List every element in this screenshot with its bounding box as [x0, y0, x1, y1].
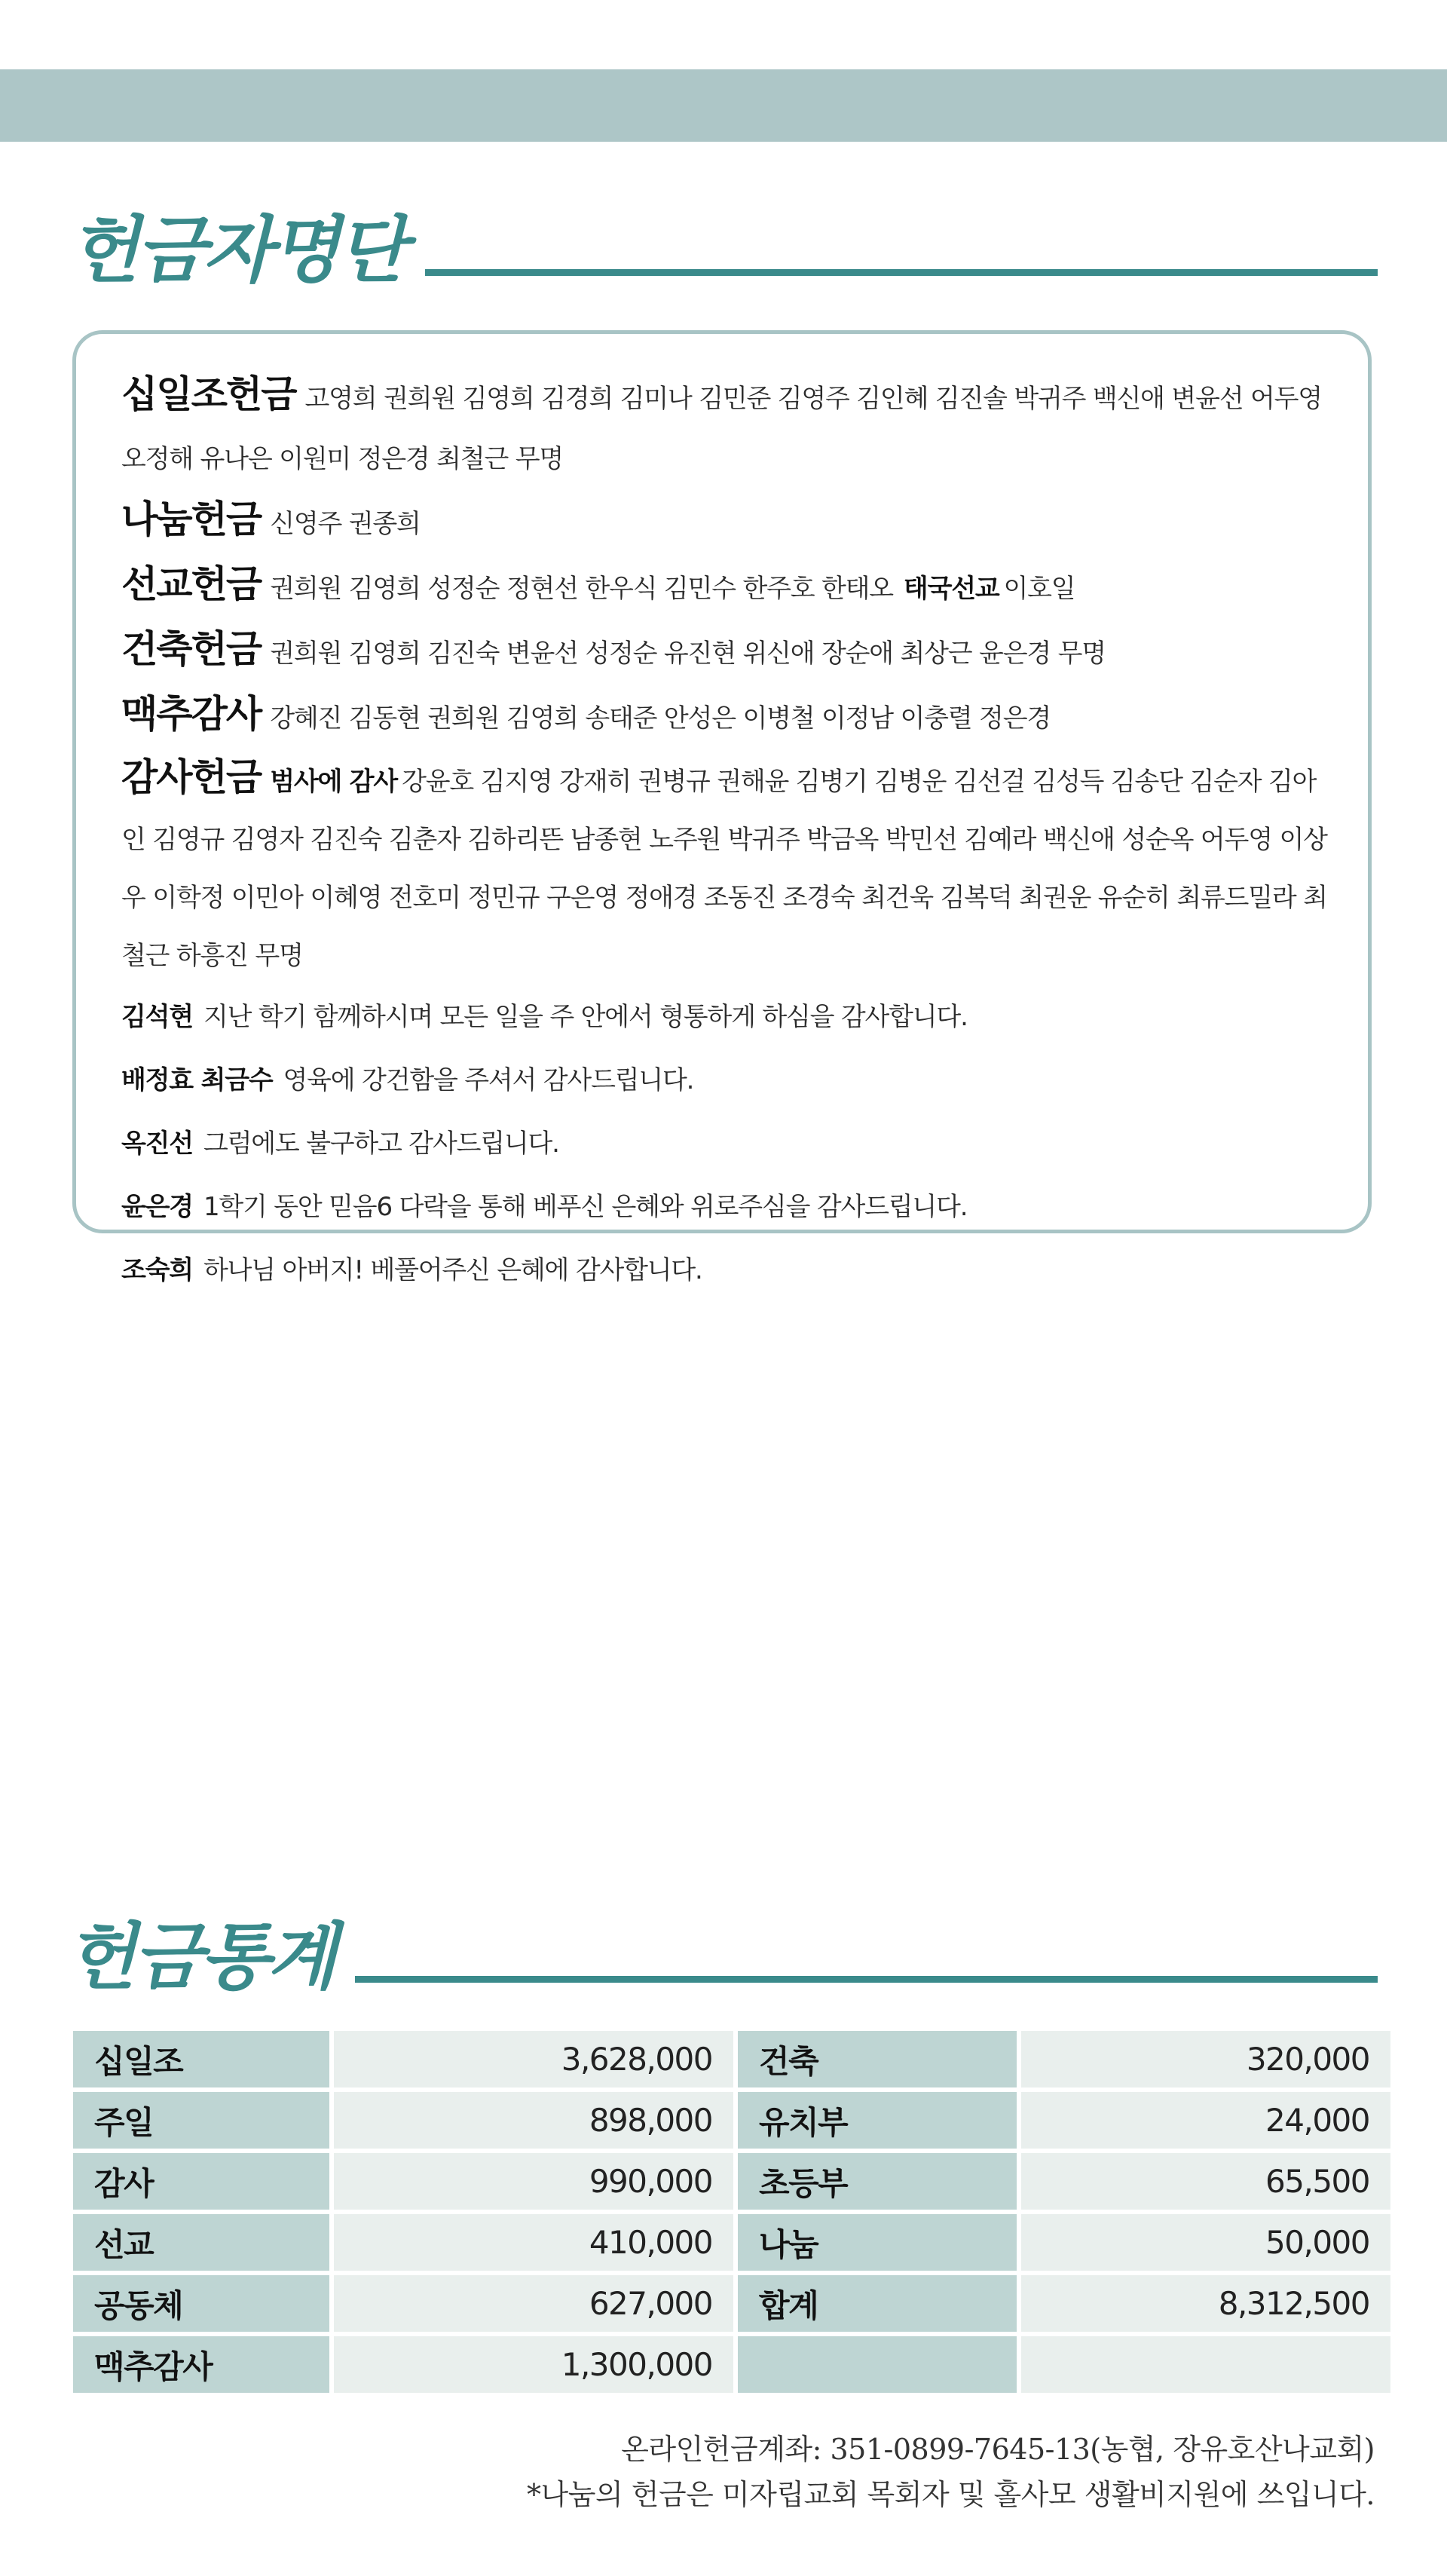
category-names: 권희원 김영희 성정순 정현선 한우식 김민수 한주호 한태오 — [270, 574, 893, 604]
category-sub-label: 범사에 감사 — [270, 767, 398, 797]
thanks-message — [121, 985, 1333, 1049]
table-row — [73, 2214, 1390, 2271]
donor-section-title: 헌금자명단 — [69, 208, 404, 293]
stat-value: 410,000 — [334, 2214, 733, 2271]
stat-value: 990,000 — [334, 2153, 733, 2210]
table-row — [73, 2275, 1390, 2332]
donor-list-box — [72, 330, 1372, 1285]
message-name: 윤은경 — [121, 1192, 193, 1222]
category-names: 강혜진 김동현 권희원 김영희 송태준 안성은 이병철 이정남 이충렬 정은경 — [270, 703, 1051, 734]
category-label: 십일조헌금 — [121, 372, 296, 416]
top-header-band — [0, 69, 1447, 142]
table-row — [73, 2092, 1390, 2149]
category-label: 감사헌금 — [121, 755, 262, 799]
table-row — [73, 2336, 1390, 2393]
stat-value: 50,000 — [1021, 2214, 1390, 2271]
category-mission — [121, 554, 1333, 619]
category-sharing — [121, 489, 1333, 554]
stat-label: 선교 — [73, 2214, 329, 2271]
message-text: 그럼에도 불구하고 감사드립니다. — [203, 1129, 559, 1159]
stat-value-empty — [1021, 2336, 1390, 2393]
stat-label-empty — [738, 2336, 1017, 2393]
stat-label: 주일 — [73, 2092, 329, 2149]
stat-value: 320,000 — [1021, 2031, 1390, 2087]
stat-label: 나눔 — [738, 2214, 1017, 2271]
stat-value: 24,000 — [1021, 2092, 1390, 2149]
category-names: 강윤호 김지영 강재히 권병규 권해윤 김병기 김병운 김선걸 김성득 김송단 김순자 김아인 김영규 김영자 김진숙 김춘자 김하리뜬 남종현 노주원 박귀주 박금옥 박민선 김예라 백신애 성순옥 어두영 이상우 이학정 이민아 이혜영 전호미 정민규 구은영 정애경 조동진 조경숙 최건욱 김복덕 최권운 유순히 최류드밀라 최철근 하흥진 무명 — [121, 767, 1327, 971]
stat-value: 3,628,000 — [334, 2031, 733, 2087]
thanks-message — [121, 1175, 1333, 1239]
category-harvest-thanks — [121, 684, 1333, 749]
category-names: 고영희 권희원 김영희 김경희 김미나 김민준 김영주 김인혜 김진솔 박귀주 백신애 변윤선 어두영 오정해 유나은 이원미 정은경 최철근 무명 — [121, 384, 1322, 474]
stat-label: 초등부 — [738, 2153, 1017, 2210]
category-label: 맥추감사 — [121, 692, 262, 736]
stat-value-total: 8,312,500 — [1021, 2275, 1390, 2332]
stat-value: 65,500 — [1021, 2153, 1390, 2210]
thanks-message — [121, 1112, 1333, 1175]
message-text: 하나님 아버지! 베풀어주신 은혜에 감사합니다. — [203, 1255, 702, 1285]
offering-stats-table — [69, 2026, 1395, 2397]
stat-label: 공동체 — [73, 2275, 329, 2332]
stats-section-header — [66, 1915, 1378, 1999]
stat-label: 맥추감사 — [73, 2336, 329, 2393]
message-name: 조숙희 — [121, 1255, 193, 1285]
message-text: 지난 학기 함께하시며 모든 일을 주 안에서 형통하게 하심을 감사합니다. — [203, 1002, 968, 1032]
stats-section-title: 헌금통계 — [66, 1915, 334, 1999]
donor-section-header — [69, 208, 1378, 293]
stat-label: 유치부 — [738, 2092, 1017, 2149]
category-label: 건축헌금 — [121, 627, 262, 671]
mission-region-names: 이호일 — [1003, 574, 1075, 604]
message-text: 영육에 강건함을 주셔서 감사드립니다. — [283, 1065, 694, 1095]
online-account-note: 온라인헌금계좌: 351-0899-7645-13(농협, 장유호산나교회) — [621, 2433, 1375, 2466]
stat-value: 898,000 — [334, 2092, 733, 2149]
category-building — [121, 619, 1333, 684]
category-thanksgiving — [121, 749, 1333, 985]
stat-label: 십일조 — [73, 2031, 329, 2087]
message-name: 배정효 최금수 — [121, 1065, 273, 1095]
stats-section-rule — [355, 1976, 1378, 1983]
category-tithe — [121, 364, 1333, 489]
stat-value: 1,300,000 — [334, 2336, 733, 2393]
category-label: 선교헌금 — [121, 562, 262, 606]
stat-label-total: 합계 — [738, 2275, 1017, 2332]
stat-label: 감사 — [73, 2153, 329, 2210]
table-row — [73, 2031, 1390, 2087]
category-label: 나눔헌금 — [121, 498, 262, 541]
message-text: 1학기 동안 믿음6 다락을 통해 베푸신 은혜와 위로주심을 감사드립니다. — [203, 1192, 968, 1222]
category-names: 신영주 권종희 — [270, 509, 421, 539]
message-name: 옥진선 — [121, 1129, 193, 1159]
category-names: 권희원 김영희 김진숙 변윤선 성정순 유진현 위신애 장순애 최상근 윤은경 무명 — [270, 639, 1106, 669]
message-name: 김석현 — [121, 1002, 193, 1032]
stat-label: 건축 — [738, 2031, 1017, 2087]
table-row — [73, 2153, 1390, 2210]
stat-value: 627,000 — [334, 2275, 733, 2332]
donor-section-rule — [425, 269, 1378, 276]
thanks-message — [121, 1239, 1333, 1302]
sharing-offering-note: *나눔의 헌금은 미자립교회 목회자 및 홀사모 생활비지원에 쓰입니다. — [527, 2478, 1375, 2511]
mission-region-label: 태국선교 — [903, 574, 999, 604]
thanks-message — [121, 1049, 1333, 1112]
